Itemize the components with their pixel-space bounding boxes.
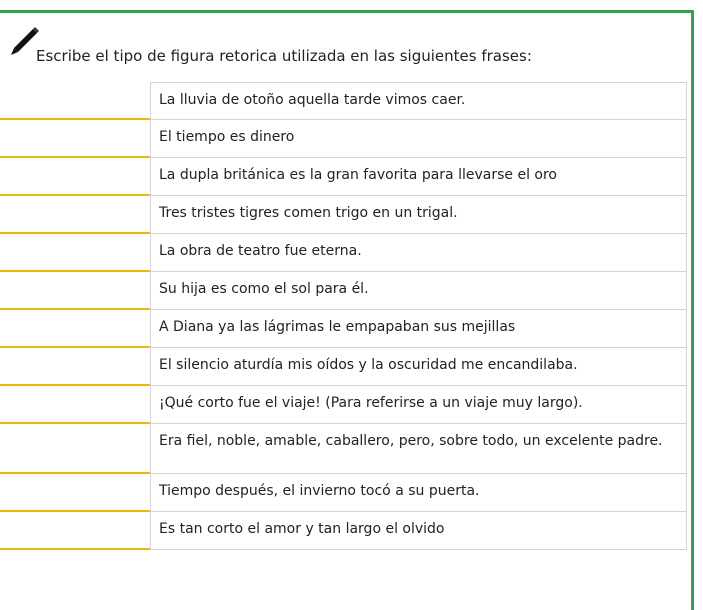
exercise-row	[0, 234, 687, 272]
exercise-row	[0, 82, 687, 120]
answer-blank[interactable]	[0, 82, 150, 120]
exercise-row	[0, 474, 687, 512]
sentence-text: Su hija es como el sol para él.	[150, 272, 687, 310]
exercise-row	[0, 424, 687, 474]
sentence-text: Tiempo después, el invierno tocó a su puerta.	[150, 474, 687, 512]
answer-blank[interactable]	[0, 234, 150, 272]
answer-blank[interactable]	[0, 272, 150, 310]
answer-blank[interactable]	[0, 512, 150, 550]
exercise-row	[0, 272, 687, 310]
exercise-row	[0, 348, 687, 386]
sentence-text: La dupla británica es la gran favorita para llevarse el oro	[150, 158, 687, 196]
answer-blank[interactable]	[0, 348, 150, 386]
pencil-icon	[6, 26, 40, 58]
exercise-row	[0, 158, 687, 196]
sentence-text: La obra de teatro fue eterna.	[150, 234, 687, 272]
sentence-text: Era fiel, noble, amable, caballero, pero, sobre todo, un excelente padre.	[150, 424, 687, 474]
answer-blank[interactable]	[0, 158, 150, 196]
answer-blank[interactable]	[0, 196, 150, 234]
answer-blank[interactable]	[0, 424, 150, 474]
exercise-row	[0, 386, 687, 424]
sentence-text: Tres tristes tigres comen trigo en un trigal.	[150, 196, 687, 234]
exercise-row	[0, 120, 687, 158]
exercise-table	[0, 82, 687, 550]
answer-blank[interactable]	[0, 310, 150, 348]
exercise-row	[0, 310, 687, 348]
instruction-text: Escribe el tipo de figura retorica utilizada en las siguientes frases:	[36, 47, 532, 65]
exercise-row	[0, 196, 687, 234]
sentence-text: A Diana ya las lágrimas le empapaban sus mejillas	[150, 310, 687, 348]
sentence-text: ¡Qué corto fue el viaje! (Para referirse a un viaje muy largo).	[150, 386, 687, 424]
answer-blank[interactable]	[0, 474, 150, 512]
sentence-text: La lluvia de otoño aquella tarde vimos caer.	[150, 82, 687, 120]
exercise-row	[0, 512, 687, 550]
sentence-text: El silencio aturdía mis oídos y la oscuridad me encandilaba.	[150, 348, 687, 386]
answer-blank[interactable]	[0, 120, 150, 158]
sentence-text: Es tan corto el amor y tan largo el olvido	[150, 512, 687, 550]
sentence-text: El tiempo es dinero	[150, 120, 687, 158]
answer-blank[interactable]	[0, 386, 150, 424]
